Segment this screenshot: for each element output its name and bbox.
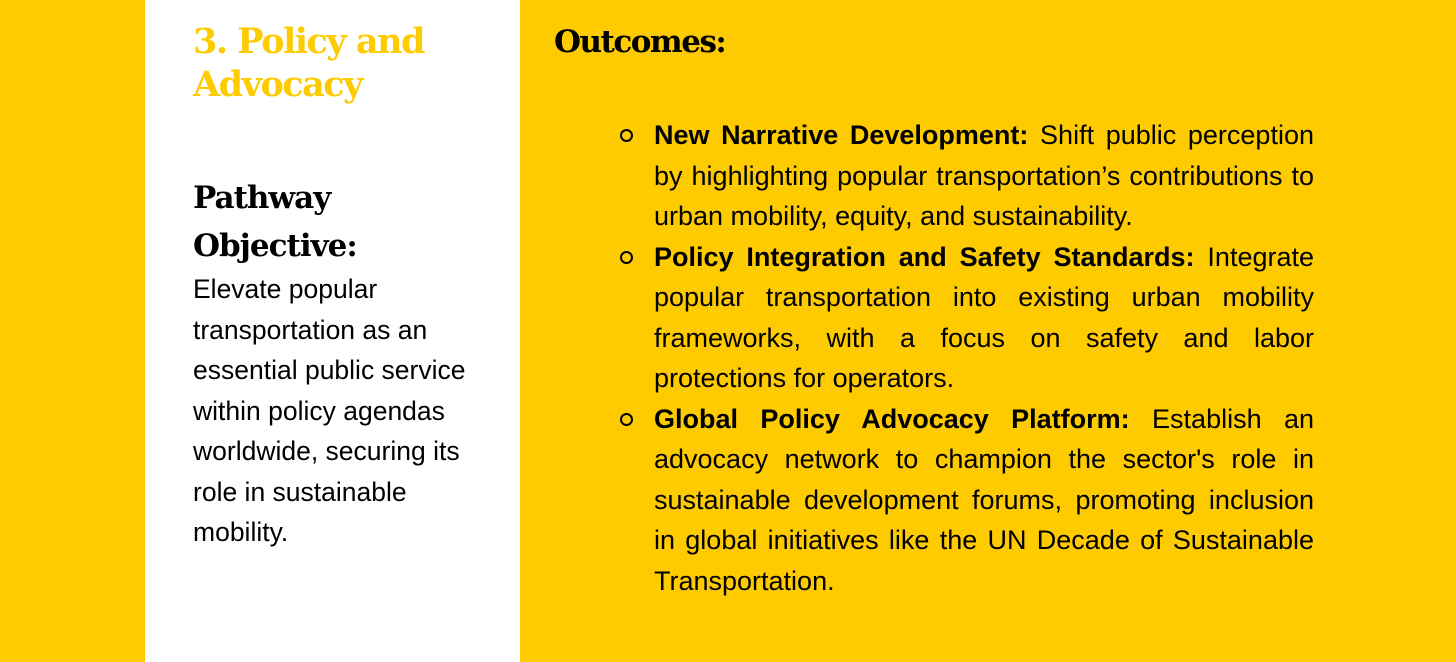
left-accent-band [0,0,145,662]
objective-text: Elevate popular transportation as an essential public service within policy agendas worldwide, securing its role in sustainable mobility. [193,274,466,547]
outcome-label: Global Policy Advocacy Platform: [654,403,1130,434]
objective-panel [145,0,520,662]
section-title: 3. Policy and Advocacy [193,21,424,105]
circle-bullet-icon [620,129,633,142]
outcome-item-narrative [654,115,1314,237]
outcome-text: Shift public perception by highlighting popular transportation’s contributions to urban mobility, equity, and sustainability. [654,120,1314,231]
outcome-label: Policy Integration and Safety Standards: [654,241,1195,272]
outcome-text: Establish an advocacy network to champion the sector's role in sustainable development forums, promoting inclusion in global initiatives like the UN Decade of Sustainable Transportation. [654,403,1314,596]
outcome-item-advocacy-platform [654,399,1314,602]
outcomes-list [654,115,1314,601]
outcome-text: Integrate popular transportation into existing urban mobility frameworks, with a focus on safety and labor protections for operators. [654,241,1314,393]
circle-bullet-icon [620,413,633,426]
circle-bullet-icon [620,251,633,264]
outcomes-panel [520,0,1456,662]
outcomes-heading: Outcomes: [554,24,726,60]
outcome-label: New Narrative Development: [654,120,1029,150]
objective-heading: Pathway Objective: [193,180,357,264]
outcome-item-policy-integration [654,237,1314,399]
